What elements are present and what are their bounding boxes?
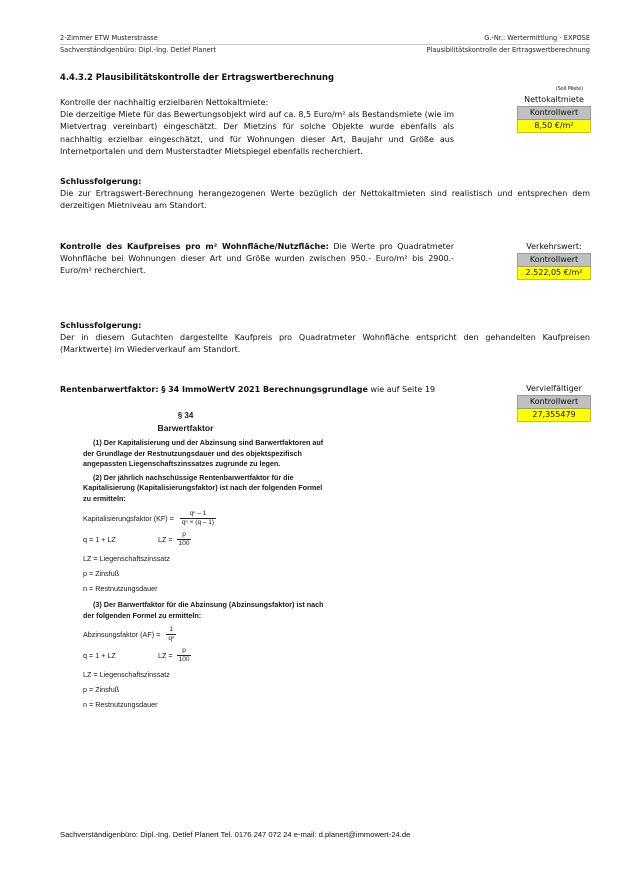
legal-title: Barwertfaktor bbox=[157, 423, 214, 433]
price-check-text: Die Werte pro Quadratmeter Wohnfläche bei Wohnungen dieser Art und Größe wurden zwischen 950.- Euro/m² bis 2900.- Euro/m² recherchiert. bbox=[60, 242, 454, 276]
lz-numerator-2: p bbox=[177, 647, 192, 656]
kf-formula bbox=[83, 510, 338, 527]
price-box-label: Kontrollwert bbox=[517, 253, 591, 267]
rent-box-title: Nettokaltmiete bbox=[524, 95, 584, 104]
header-object-title: 2-Zimmer ETW Musterstrasse bbox=[60, 34, 158, 42]
kf-fraction bbox=[180, 510, 216, 527]
rent-box-value: 8,50 €/m² bbox=[517, 120, 591, 133]
price-check-paragraph bbox=[60, 241, 454, 278]
lz-label-2: LZ = bbox=[158, 650, 173, 660]
lz-fraction bbox=[177, 531, 192, 548]
af-numerator: 1 bbox=[166, 626, 176, 635]
multiplier-box-title: Vervielfältiger bbox=[526, 384, 582, 393]
legal-p2: (2) Der jährlich nachschüssige Rentenbarwertfaktor für die Kapitalisierung (Kapitalisierungsfaktor) ist nach der folgenden Formel zu ermitteln: bbox=[83, 472, 323, 503]
rent-box-label: Kontrollwert bbox=[517, 106, 591, 120]
q-lz-formula bbox=[83, 531, 338, 548]
multiplier-control-box bbox=[517, 383, 591, 422]
header-section-title: Plausibilitätskontrolle der Ertragswertberechnung bbox=[426, 46, 590, 54]
annuity-factor-lead: Rentenbarwertfaktor: § 34 ImmoWertV 2021 Berechnungsgrundlage bbox=[60, 385, 368, 394]
def-lz-2: LZ = Liegenschaftszinssatz bbox=[83, 670, 170, 679]
def-lz: LZ = Liegenschaftszinssatz bbox=[83, 554, 170, 563]
header-file-number: G.-Nr.: Wertermittlung - EXPOSE bbox=[484, 34, 590, 42]
lz-label: LZ = bbox=[158, 534, 173, 544]
conclusion-1-text: Die zur Ertragswert-Berechnung herangezogenen Werte bezüglich der Nettokaltmieten sind realistisch und entsprechen dem derzeitigen Mietniveau am Standort. bbox=[60, 189, 590, 211]
af-denominator: qⁿ bbox=[168, 635, 175, 642]
kf-denominator: qⁿ × (q – 1) bbox=[181, 519, 215, 526]
footer-contact: Sachverständigenbüro: Dipl.-Ing. Detlef Planert Tel. 0176 247 072 24 e-mail: d.planert@immowert-24.de bbox=[60, 830, 411, 839]
multiplier-box-label: Kontrollwert bbox=[517, 395, 591, 409]
rent-check-paragraph: Kontrolle der nachhaltig erzielbaren Nettokaltmiete: Die derzeitige Miete für das Bewertungsobjekt wird auf ca. 8,5 Euro/m² als Bestandsmiete (wie im Mietvertrag vereinbart) eingeschätzt. Der Mietzins für solche Objekte wurde ebenfalls als nachhaltig erzielbar eingeschätzt, und für Wohnungen dieser Art, Baujahr und Größe aus Internetportalen und dem Musterstadter Mietspiegel ebenfalls recherchiert. bbox=[60, 98, 454, 156]
af-formula bbox=[83, 626, 338, 643]
multiplier-box-value: 27,355479 bbox=[517, 409, 591, 422]
def-p: p = Zinsfuß bbox=[83, 569, 120, 578]
annuity-factor-line bbox=[60, 384, 500, 396]
header-left bbox=[60, 33, 158, 43]
conclusion-2-text: Der in diesem Gutachten dargestellte Kaufpreis pro Quadratmeter Wohnfläche entspricht den gehandelten Kaufpreisen (Marktwerte) im Wiederverkauf am Standort. bbox=[60, 333, 590, 355]
price-box-title: Verkehrswert: bbox=[526, 242, 582, 251]
af-label: Abzinsungsfaktor (AF) = bbox=[83, 629, 161, 639]
rent-control-box bbox=[517, 86, 591, 133]
annuity-factor-ref: wie auf Seite 19 bbox=[367, 385, 436, 394]
af-fraction bbox=[166, 626, 176, 643]
def-n: n = Restnutzungsdauer bbox=[83, 584, 158, 593]
def-n-2: n = Restnutzungsdauer bbox=[83, 700, 158, 709]
legal-p1: (1) Der Kapitalisierung und der Abzinsung sind Barwertfaktoren auf der Grundlage der Restnutzungsdauer und des objektspezifisch angepassten Liegenschaftszinssatzes zugrunde zu legen. bbox=[83, 438, 324, 468]
header-office: Sachverständigenbüro: Dipl.-Ing. Detlef Planert bbox=[60, 46, 216, 54]
def-p-2: p = Zinsfuß bbox=[83, 685, 120, 694]
lz-denominator: 100 bbox=[178, 540, 190, 547]
kf-numerator: qⁿ – 1 bbox=[180, 510, 216, 519]
q-lz-formula-2 bbox=[83, 647, 338, 664]
lz-denominator-2: 100 bbox=[178, 656, 190, 663]
price-control-box bbox=[517, 241, 591, 280]
legal-paragraph-sign: § 34 bbox=[177, 411, 194, 420]
price-box-value: 2.522,05 €/m² bbox=[517, 267, 591, 280]
q-definition: q = 1 + LZ bbox=[83, 534, 116, 544]
conclusion-2-title: Schlussfolgerung: bbox=[60, 321, 142, 330]
q-definition-2: q = 1 + LZ bbox=[83, 650, 116, 660]
lz-fraction-2 bbox=[177, 647, 192, 664]
price-check-lead: Kontrolle des Kaufpreises pro m² Wohnfläche/Nutzfläche: bbox=[60, 242, 329, 251]
conclusion-1-title: Schlussfolgerung: bbox=[60, 177, 142, 186]
section-heading: 4.4.3.2 Plausibilitätskontrolle der Ertragswertberechnung bbox=[60, 72, 334, 82]
kf-label: Kapitalisierungsfaktor (KF) = bbox=[83, 513, 174, 523]
rent-box-note: (Soll Miete) bbox=[555, 87, 583, 92]
lz-numerator: p bbox=[177, 531, 192, 540]
legal-p3: (3) Der Barwertfaktor für die Abzinsung (Abzinsungsfaktor) ist nach der folgenden Formel zu ermitteln: bbox=[83, 600, 324, 620]
legal-excerpt-34-immowertv bbox=[83, 411, 338, 710]
